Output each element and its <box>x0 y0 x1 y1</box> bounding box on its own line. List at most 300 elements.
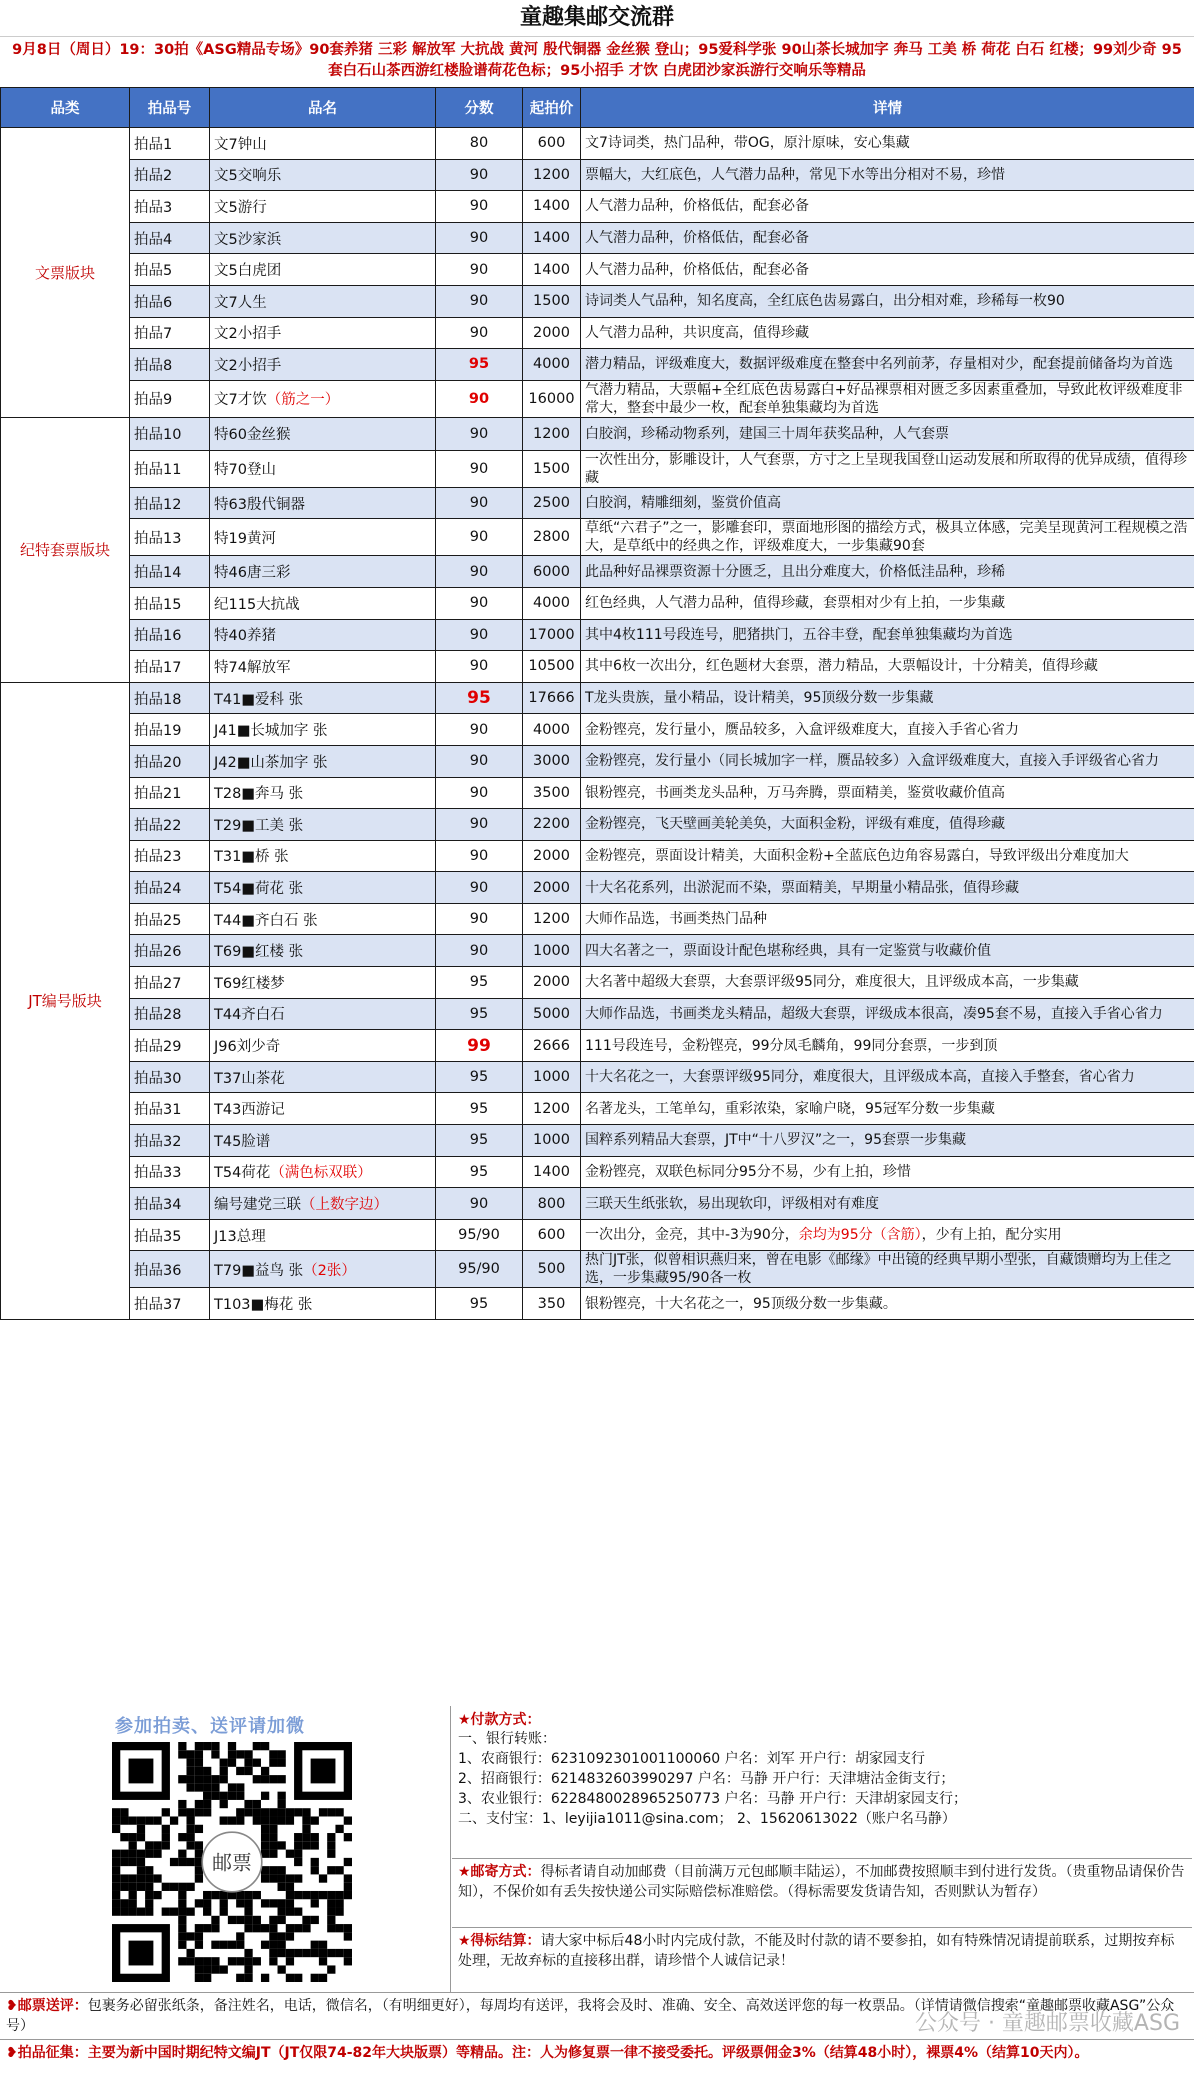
lot-detail-text: 票幅大，大红底色，人气潜力品种，常见下水等出分相对不易，珍惜 <box>585 166 1005 183</box>
lot-score: 90 <box>436 651 523 683</box>
header-lot: 拍品号 <box>130 88 210 128</box>
lot-start-price: 16000 <box>523 380 581 417</box>
lot-detail-text: 人气潜力品种，价格低估，配套必备 <box>585 230 809 247</box>
lot-name <box>210 745 436 777</box>
payment-heading: ★付款方式： <box>458 1712 541 1728</box>
lot-detail <box>581 128 1194 160</box>
lot-name-text: J42■山茶加字 张 <box>214 754 328 771</box>
auction-announcement: 9月8日（周日）19：30拍《ASG精品专场》90套养猪 三彩 解放军 大抗战 黄河 殷代铜器 金丝猴 登山；95爱科学张 90山茶长城加字 奔马 工美 桥 荷花 白石 红楼；99刘少奇 95套白石山茶西游红楼脸谱荷花色标；95小招手 才饮 白虎团沙家浜游行交响乐等精品 <box>12 42 1182 79</box>
lot-detail <box>581 1251 1194 1288</box>
lot-detail <box>581 159 1194 191</box>
lot-detail-text: 人气潜力品种，共识度高，值得珍藏 <box>585 324 809 341</box>
svg-text:邮票: 邮票 <box>212 1851 252 1875</box>
payment-line: 二、支付宝：1、leyijia1011@sina.com； 2、15620613022（账户名马静） <box>458 1811 956 1827</box>
lot-detail-text: 人气潜力品种，价格低估，配套必备 <box>585 261 809 278</box>
lot-detail-text: 气潜力精品，大票幅+全红底色齿易露白+好品裸票相对匮乏多因素重叠加，导致此枚评级难度非常大，整套中最少一枚，配套单独集藏均为首选 <box>585 381 1183 416</box>
shipping-heading: ★邮寄方式： <box>458 1864 541 1880</box>
lot-score: 90 <box>436 903 523 935</box>
lot-score: 90 <box>436 714 523 746</box>
lot-number: 拍品9 <box>130 380 210 417</box>
lot-score: 95 <box>436 1061 523 1093</box>
lot-detail <box>581 1061 1194 1093</box>
lot-detail <box>581 587 1194 619</box>
lot-detail <box>581 222 1194 254</box>
lot-name <box>210 714 436 746</box>
lot-name-text: T43西游记 <box>214 1102 285 1119</box>
lot-number: 拍品26 <box>130 935 210 967</box>
lot-detail <box>581 191 1194 223</box>
table-row <box>1 1061 1194 1093</box>
lot-detail <box>581 285 1194 317</box>
lot-name-text: T31■桥 张 <box>214 849 289 866</box>
lot-start-price: 600 <box>523 1219 581 1251</box>
lot-score: 90 <box>436 935 523 967</box>
lot-detail-text: 大师作品选，书画类热门品种 <box>585 911 767 928</box>
lot-start-price: 1000 <box>523 1125 581 1157</box>
lot-name-text: 特46唐三彩 <box>214 565 291 582</box>
lot-name-note: （2张） <box>303 1262 356 1279</box>
lot-name-text: J96刘少奇 <box>214 1039 281 1056</box>
lot-score: 95 <box>436 998 523 1030</box>
lot-score: 90 <box>436 745 523 777</box>
lot-detail-text: 人气潜力品种，价格低估，配套必备 <box>585 198 809 215</box>
lot-name <box>210 1061 436 1093</box>
table-row <box>1 1251 1194 1288</box>
qr-code-icon <box>112 1742 352 1982</box>
lot-detail-text: 十大名花系列，出淤泥而不染，票面精美，早期量小精品张，值得珍藏 <box>585 879 1019 896</box>
lot-detail-text: 大名著中超级大套票，大套票评级95同分，难度很大，且评级成本高，一步集藏 <box>585 974 1079 991</box>
lot-name <box>210 128 436 160</box>
lot-name-text: T54■荷花 张 <box>214 881 304 898</box>
lot-detail <box>581 380 1194 417</box>
lot-start-price: 1200 <box>523 903 581 935</box>
category-cell: JT编号版块 <box>1 682 130 1319</box>
page-title: 童趣集邮交流群 <box>0 0 1194 37</box>
lot-detail-text: 草纸“六君子”之一，影雕套印，票面地形图的描绘方式，极具立体感，完美呈现黄河工程规模之浩大，是草纸中的经典之作，评级难度大，一步集藏90套 <box>585 520 1188 555</box>
lot-name <box>210 317 436 349</box>
lot-detail <box>581 745 1194 777</box>
table-row <box>1 1188 1194 1220</box>
lot-number: 拍品30 <box>130 1061 210 1093</box>
lot-number: 拍品2 <box>130 159 210 191</box>
lot-detail-text: 金粉铿亮，发行量小（同长城加字一样，赝品较多）入盒评级难度大，直接入手评级省心省力 <box>585 753 1159 770</box>
table-row <box>1 222 1194 254</box>
lot-start-price: 3500 <box>523 777 581 809</box>
table-row <box>1 619 1194 651</box>
lot-name-text: 文7才饮 <box>214 392 267 409</box>
lot-name <box>210 1288 436 1320</box>
table-row <box>1 1093 1194 1125</box>
lot-detail <box>581 1156 1194 1188</box>
lot-start-price: 1200 <box>523 159 581 191</box>
lot-detail-text: 诗词类人气品种，知名度高，全红底色齿易露白，出分相对难，珍稀每一枚90 <box>585 293 1065 310</box>
lot-score: 90 <box>436 380 523 417</box>
lot-name <box>210 1219 436 1251</box>
category-cell: 纪特套票版块 <box>1 417 130 682</box>
lot-detail <box>581 682 1194 714</box>
watermark: 公众号 · 童趣邮票收藏ASG <box>914 2011 1180 2036</box>
lot-name <box>210 777 436 809</box>
lot-score: 90 <box>436 519 523 556</box>
lot-name-note: （筋之一） <box>266 392 340 409</box>
lot-detail <box>581 903 1194 935</box>
lot-name <box>210 254 436 286</box>
lot-name-text: 特60金丝猴 <box>214 427 291 444</box>
lot-name <box>210 998 436 1030</box>
table-row <box>1 317 1194 349</box>
lot-name <box>210 159 436 191</box>
lot-start-price: 5000 <box>523 998 581 1030</box>
lot-number: 拍品17 <box>130 651 210 683</box>
lot-name <box>210 222 436 254</box>
table-row <box>1 380 1194 417</box>
lot-score: 90 <box>436 317 523 349</box>
lot-detail <box>581 809 1194 841</box>
lot-number: 拍品12 <box>130 487 210 519</box>
lot-detail <box>581 317 1194 349</box>
table-row <box>1 556 1194 588</box>
table-row <box>1 903 1194 935</box>
lot-score: 95 <box>436 1125 523 1157</box>
lot-name-text: 纪115大抗战 <box>214 596 300 613</box>
lot-detail-text: 热门JT张，似曾相识燕归来，曾在电影《邮缘》中出镜的经典早期小型张，自藏馈赠均为上佳之选，一步集藏95/90各一枚 <box>585 1252 1172 1287</box>
lot-name <box>210 556 436 588</box>
note-collection: ❥拍品征集：主要为新中国时期纪特文编JT（JT仅限74-82年大块版票）等精品。注：人为修复票一律不接受委托。评级票佣金3%（结算48小时），裸票4%（结算10天内）。 <box>0 2039 1194 2066</box>
lot-detail <box>581 1188 1194 1220</box>
lot-number: 拍品8 <box>130 349 210 381</box>
table-row <box>1 587 1194 619</box>
table-row <box>1 777 1194 809</box>
header-category: 品类 <box>1 88 130 128</box>
lot-start-price: 1000 <box>523 1061 581 1093</box>
lot-number: 拍品19 <box>130 714 210 746</box>
lot-score: 95 <box>436 967 523 999</box>
lot-start-price: 10500 <box>523 651 581 683</box>
lot-detail-text: 大师作品选，书画类龙头精品，超级大套票，评级成本很高，凑95套不易，直接入手省心省力 <box>585 1005 1163 1022</box>
lot-score: 95/90 <box>436 1219 523 1251</box>
lot-detail <box>581 967 1194 999</box>
lot-number: 拍品28 <box>130 998 210 1030</box>
payment-line: 一、银行转账： <box>458 1731 556 1747</box>
lot-start-price: 2000 <box>523 872 581 904</box>
settlement-heading: ★得标结算： <box>458 1933 541 1949</box>
lot-number: 拍品13 <box>130 519 210 556</box>
lot-detail-text: 十大名花之一，大套票评级95同分，难度很大，且评级成本高，直接入手整套，省心省力 <box>585 1069 1135 1086</box>
lot-detail-text: 潜力精品，评级难度大，数据评级难度在整套中名列前茅，存量相对少，配套提前储备均为首选 <box>585 356 1173 373</box>
lot-name <box>210 487 436 519</box>
lot-detail-text: 金粉铿亮，票面设计精美，大面积金粉+全蓝底色边角容易露白，导致评级出分难度加大 <box>585 847 1129 864</box>
table-row <box>1 935 1194 967</box>
lot-detail <box>581 777 1194 809</box>
lot-detail <box>581 872 1194 904</box>
lot-score: 90 <box>436 840 523 872</box>
lot-name <box>210 872 436 904</box>
lot-name <box>210 935 436 967</box>
lot-name <box>210 450 436 487</box>
lot-number: 拍品36 <box>130 1251 210 1288</box>
lot-start-price: 6000 <box>523 556 581 588</box>
lot-number: 拍品18 <box>130 682 210 714</box>
lot-start-price: 1400 <box>523 254 581 286</box>
lot-detail-text: 国粹系列精品大套票，JT中“十八罗汉”之一，95套票一步集藏 <box>585 1132 966 1149</box>
lot-number: 拍品7 <box>130 317 210 349</box>
lot-start-price: 2800 <box>523 519 581 556</box>
lot-detail-text: 一次出分，金亮，其中-3为90分， <box>585 1227 799 1244</box>
lot-name-text: T44■齐白石 张 <box>214 912 318 929</box>
lot-name-text: T37山茶花 <box>214 1070 285 1087</box>
lot-detail-text: 白胶润，精雕细刻，鉴赏价值高 <box>585 495 781 512</box>
lot-score: 90 <box>436 587 523 619</box>
lot-score: 90 <box>436 1188 523 1220</box>
lot-score: 90 <box>436 191 523 223</box>
lot-score: 90 <box>436 285 523 317</box>
lot-name <box>210 285 436 317</box>
lot-start-price: 4000 <box>523 349 581 381</box>
table-row <box>1 1125 1194 1157</box>
qr-panel <box>0 1706 451 1992</box>
lot-detail-text: 银粉铿亮，书画类龙头品种，万马奔腾，票面精美，鉴赏收藏价值高 <box>585 784 1005 801</box>
lot-name-text: T41■爱科 张 <box>214 691 304 708</box>
lot-name <box>210 619 436 651</box>
lot-name <box>210 1125 436 1157</box>
lot-detail-highlight: 余均为95分（含筋） <box>798 1227 922 1244</box>
lot-name-text: 特63殷代铜器 <box>214 496 305 513</box>
lot-detail <box>581 487 1194 519</box>
qr-title: 参加拍卖、送评请加微 <box>115 1716 305 1737</box>
table-row <box>1 1219 1194 1251</box>
payment-line: 3、农业银行：6228480028965250773 户名：马静 开户行：天津胡家园支行； <box>458 1791 968 1807</box>
lot-number: 拍品21 <box>130 777 210 809</box>
lot-score: 95/90 <box>436 1251 523 1288</box>
settlement-text: 请大家中标后48小时内完成付款，不能及时付款的请不要参拍，如有特殊情况请提前联系，过期按弃标处理，无故弃标的直接移出群，请珍惜个人诚信记录！ <box>458 1933 1175 1969</box>
table-row <box>1 840 1194 872</box>
lot-score: 90 <box>436 809 523 841</box>
lot-name <box>210 651 436 683</box>
table-row <box>1 1156 1194 1188</box>
table-row <box>1 745 1194 777</box>
lot-detail <box>581 254 1194 286</box>
payment-line: 2、招商银行：6214832603990297 户名：马静 开户行：天津塘沽金街支行； <box>458 1771 955 1787</box>
lot-number: 拍品33 <box>130 1156 210 1188</box>
lot-number: 拍品31 <box>130 1093 210 1125</box>
lot-detail <box>581 1125 1194 1157</box>
lot-detail <box>581 1288 1194 1320</box>
lot-start-price: 4000 <box>523 587 581 619</box>
lot-name-text: 特19黄河 <box>214 530 276 547</box>
shipping-text: 得标者请自动加邮费（目前满万元包邮顺丰陆运），不加邮费按照顺丰到付进行发货。（贵重物品请保价告知），不保价如有丢失按快递公司实际赔偿标准赔偿。（得标需要发货请告知，否则默认为暂存） <box>458 1864 1185 1900</box>
lot-detail <box>581 349 1194 381</box>
table-row <box>1 487 1194 519</box>
header-name: 品名 <box>210 88 436 128</box>
lot-number: 拍品24 <box>130 872 210 904</box>
lot-name-text: T79■益鸟 张 <box>214 1262 304 1279</box>
lot-start-price: 1400 <box>523 191 581 223</box>
lot-number: 拍品6 <box>130 285 210 317</box>
table-row <box>1 191 1194 223</box>
lot-name-text: T45脸谱 <box>214 1133 271 1150</box>
lot-score: 95 <box>436 682 523 714</box>
lot-name-text: J13总理 <box>214 1228 266 1245</box>
header-price: 起拍价 <box>523 88 581 128</box>
table-row <box>1 128 1194 160</box>
lot-start-price: 17666 <box>523 682 581 714</box>
category-cell: 文票版块 <box>1 128 130 418</box>
lot-score: 90 <box>436 254 523 286</box>
table-row <box>1 159 1194 191</box>
lot-start-price: 800 <box>523 1188 581 1220</box>
lot-name-text: 特74解放军 <box>214 659 291 676</box>
lot-name-text: T69■红楼 张 <box>214 944 304 961</box>
lot-name-text: 文2小招手 <box>214 326 282 343</box>
lot-number: 拍品10 <box>130 417 210 450</box>
lot-name <box>210 903 436 935</box>
lot-start-price: 3000 <box>523 745 581 777</box>
qr-code[interactable] <box>112 1742 352 1982</box>
lot-name <box>210 967 436 999</box>
lot-detail <box>581 619 1194 651</box>
lot-name-text: 文5交响乐 <box>214 168 282 185</box>
lot-start-price: 4000 <box>523 714 581 746</box>
table-row <box>1 285 1194 317</box>
lot-detail-text: 文7诗词类，热门品种，带OG，原汁原味，安心集藏 <box>585 135 910 152</box>
lot-detail-text: 111号段连号，金粉铿亮，99分凤毛麟角，99同分套票，一步到顶 <box>585 1037 998 1054</box>
lot-number: 拍品15 <box>130 587 210 619</box>
lot-number: 拍品4 <box>130 222 210 254</box>
table-row <box>1 417 1194 450</box>
lot-detail-text: T龙头贵族，量小精品，设计精美，95顶级分数一步集藏 <box>585 690 934 707</box>
lot-name <box>210 349 436 381</box>
lot-name-text: 文5沙家浜 <box>214 231 282 248</box>
table-row <box>1 809 1194 841</box>
lot-score: 99 <box>436 1030 523 1062</box>
payment-panel <box>452 1706 1192 1992</box>
lot-detail-text: 银粉铿亮，十大名花之一，95顶级分数一步集藏。 <box>585 1295 897 1312</box>
table-row <box>1 651 1194 683</box>
table-header <box>1 88 1194 128</box>
lot-score: 80 <box>436 128 523 160</box>
header-score: 分数 <box>436 88 523 128</box>
lot-name-text: 文7人生 <box>214 294 267 311</box>
lot-score: 90 <box>436 417 523 450</box>
lot-number: 拍品32 <box>130 1125 210 1157</box>
lot-detail-text: 三联天生纸张软，易出现软印，评级相对有难度 <box>585 1195 879 1212</box>
lot-score: 90 <box>436 777 523 809</box>
lot-detail <box>581 840 1194 872</box>
lot-number: 拍品20 <box>130 745 210 777</box>
lot-detail-text: 此品种好品裸票资源十分匮乏，且出分难度大，价格低洼品种，珍稀 <box>585 563 1005 580</box>
lot-detail <box>581 651 1194 683</box>
lot-start-price: 17000 <box>523 619 581 651</box>
lot-start-price: 1200 <box>523 417 581 450</box>
lot-number: 拍品23 <box>130 840 210 872</box>
table-row <box>1 1288 1194 1320</box>
lot-number: 拍品25 <box>130 903 210 935</box>
lot-name-text: T69红楼梦 <box>214 975 285 992</box>
lot-detail-text: 红色经典，人气潜力品种，值得珍藏，套票相对少有上拍，一步集藏 <box>585 595 1005 612</box>
lot-number: 拍品11 <box>130 450 210 487</box>
lot-name <box>210 1156 436 1188</box>
lot-score: 95 <box>436 1093 523 1125</box>
lot-start-price: 2666 <box>523 1030 581 1062</box>
table-row <box>1 1030 1194 1062</box>
header-detail: 详情 <box>581 88 1194 128</box>
lot-table <box>0 87 1194 1320</box>
footer-section <box>0 1706 1194 2079</box>
lot-number: 拍品35 <box>130 1219 210 1251</box>
lot-start-price: 500 <box>523 1251 581 1288</box>
note-appraisal: ❥邮票送评：包裹务必留张纸条，备注姓名，电话，微信名，（有明细更好），每周均有送评，我将会及时、准确、安全、高效送评您的每一枚票品。（详情请微信搜索“童趣邮票收藏ASG”公众号） <box>0 1992 1194 2039</box>
lot-detail <box>581 417 1194 450</box>
lot-start-price: 2000 <box>523 317 581 349</box>
lot-detail-tail: ，少有上拍，配分实用 <box>921 1227 1062 1244</box>
lot-number: 拍品14 <box>130 556 210 588</box>
lot-name <box>210 587 436 619</box>
lot-name <box>210 1188 436 1220</box>
lot-score: 90 <box>436 556 523 588</box>
lot-detail-text: 其中6枚一次出分，红色题材大套票，潜力精品，大票幅设计，十分精美，值得珍藏 <box>585 658 1098 675</box>
lot-start-price: 2500 <box>523 487 581 519</box>
lot-score: 90 <box>436 450 523 487</box>
lot-name <box>210 519 436 556</box>
lot-detail <box>581 450 1194 487</box>
lot-score: 90 <box>436 872 523 904</box>
lot-start-price: 1400 <box>523 1156 581 1188</box>
lot-name-text: T103■梅花 张 <box>214 1297 313 1314</box>
lot-start-price: 1500 <box>523 450 581 487</box>
lot-number: 拍品16 <box>130 619 210 651</box>
table-row <box>1 450 1194 487</box>
lot-name <box>210 809 436 841</box>
lot-name-text: T44齐白石 <box>214 1007 285 1024</box>
lot-number: 拍品27 <box>130 967 210 999</box>
lot-start-price: 350 <box>523 1288 581 1320</box>
lot-number: 拍品34 <box>130 1188 210 1220</box>
lot-name <box>210 417 436 450</box>
lot-detail <box>581 935 1194 967</box>
lot-score: 95 <box>436 1156 523 1188</box>
lot-detail <box>581 714 1194 746</box>
lot-name-text: 文5游行 <box>214 199 267 216</box>
lot-start-price: 1400 <box>523 222 581 254</box>
lot-name-text: 文7钟山 <box>214 136 267 153</box>
lot-detail <box>581 556 1194 588</box>
table-row <box>1 682 1194 714</box>
lot-detail-text: 金粉铿亮，双联色标同分95分不易，少有上拍，珍惜 <box>585 1163 911 1180</box>
lot-detail <box>581 1093 1194 1125</box>
lot-start-price: 2000 <box>523 840 581 872</box>
lot-detail-text: 四大名著之一，票面设计配色堪称经典，具有一定鉴赏与收藏价值 <box>585 942 991 959</box>
lot-name-text: T54荷花 <box>214 1165 271 1182</box>
table-row <box>1 349 1194 381</box>
lot-score: 90 <box>436 159 523 191</box>
lot-score: 90 <box>436 487 523 519</box>
lot-start-price: 2000 <box>523 967 581 999</box>
lot-start-price: 1200 <box>523 1093 581 1125</box>
table-row <box>1 254 1194 286</box>
lot-number: 拍品3 <box>130 191 210 223</box>
lot-detail <box>581 1030 1194 1062</box>
lot-name-note: （满色标双联） <box>270 1165 372 1182</box>
lot-detail <box>581 1219 1194 1251</box>
lot-score: 95 <box>436 1288 523 1320</box>
lot-name-text: T28■奔马 张 <box>214 786 304 803</box>
lot-name <box>210 1251 436 1288</box>
lot-score: 95 <box>436 349 523 381</box>
lot-name-note: （上数字边） <box>301 1197 388 1214</box>
lot-detail-text: 白胶润，珍稀动物系列，建国三十周年获奖品种，人气套票 <box>585 425 949 442</box>
lot-name-text: J41■长城加字 张 <box>214 723 328 740</box>
table-row <box>1 967 1194 999</box>
